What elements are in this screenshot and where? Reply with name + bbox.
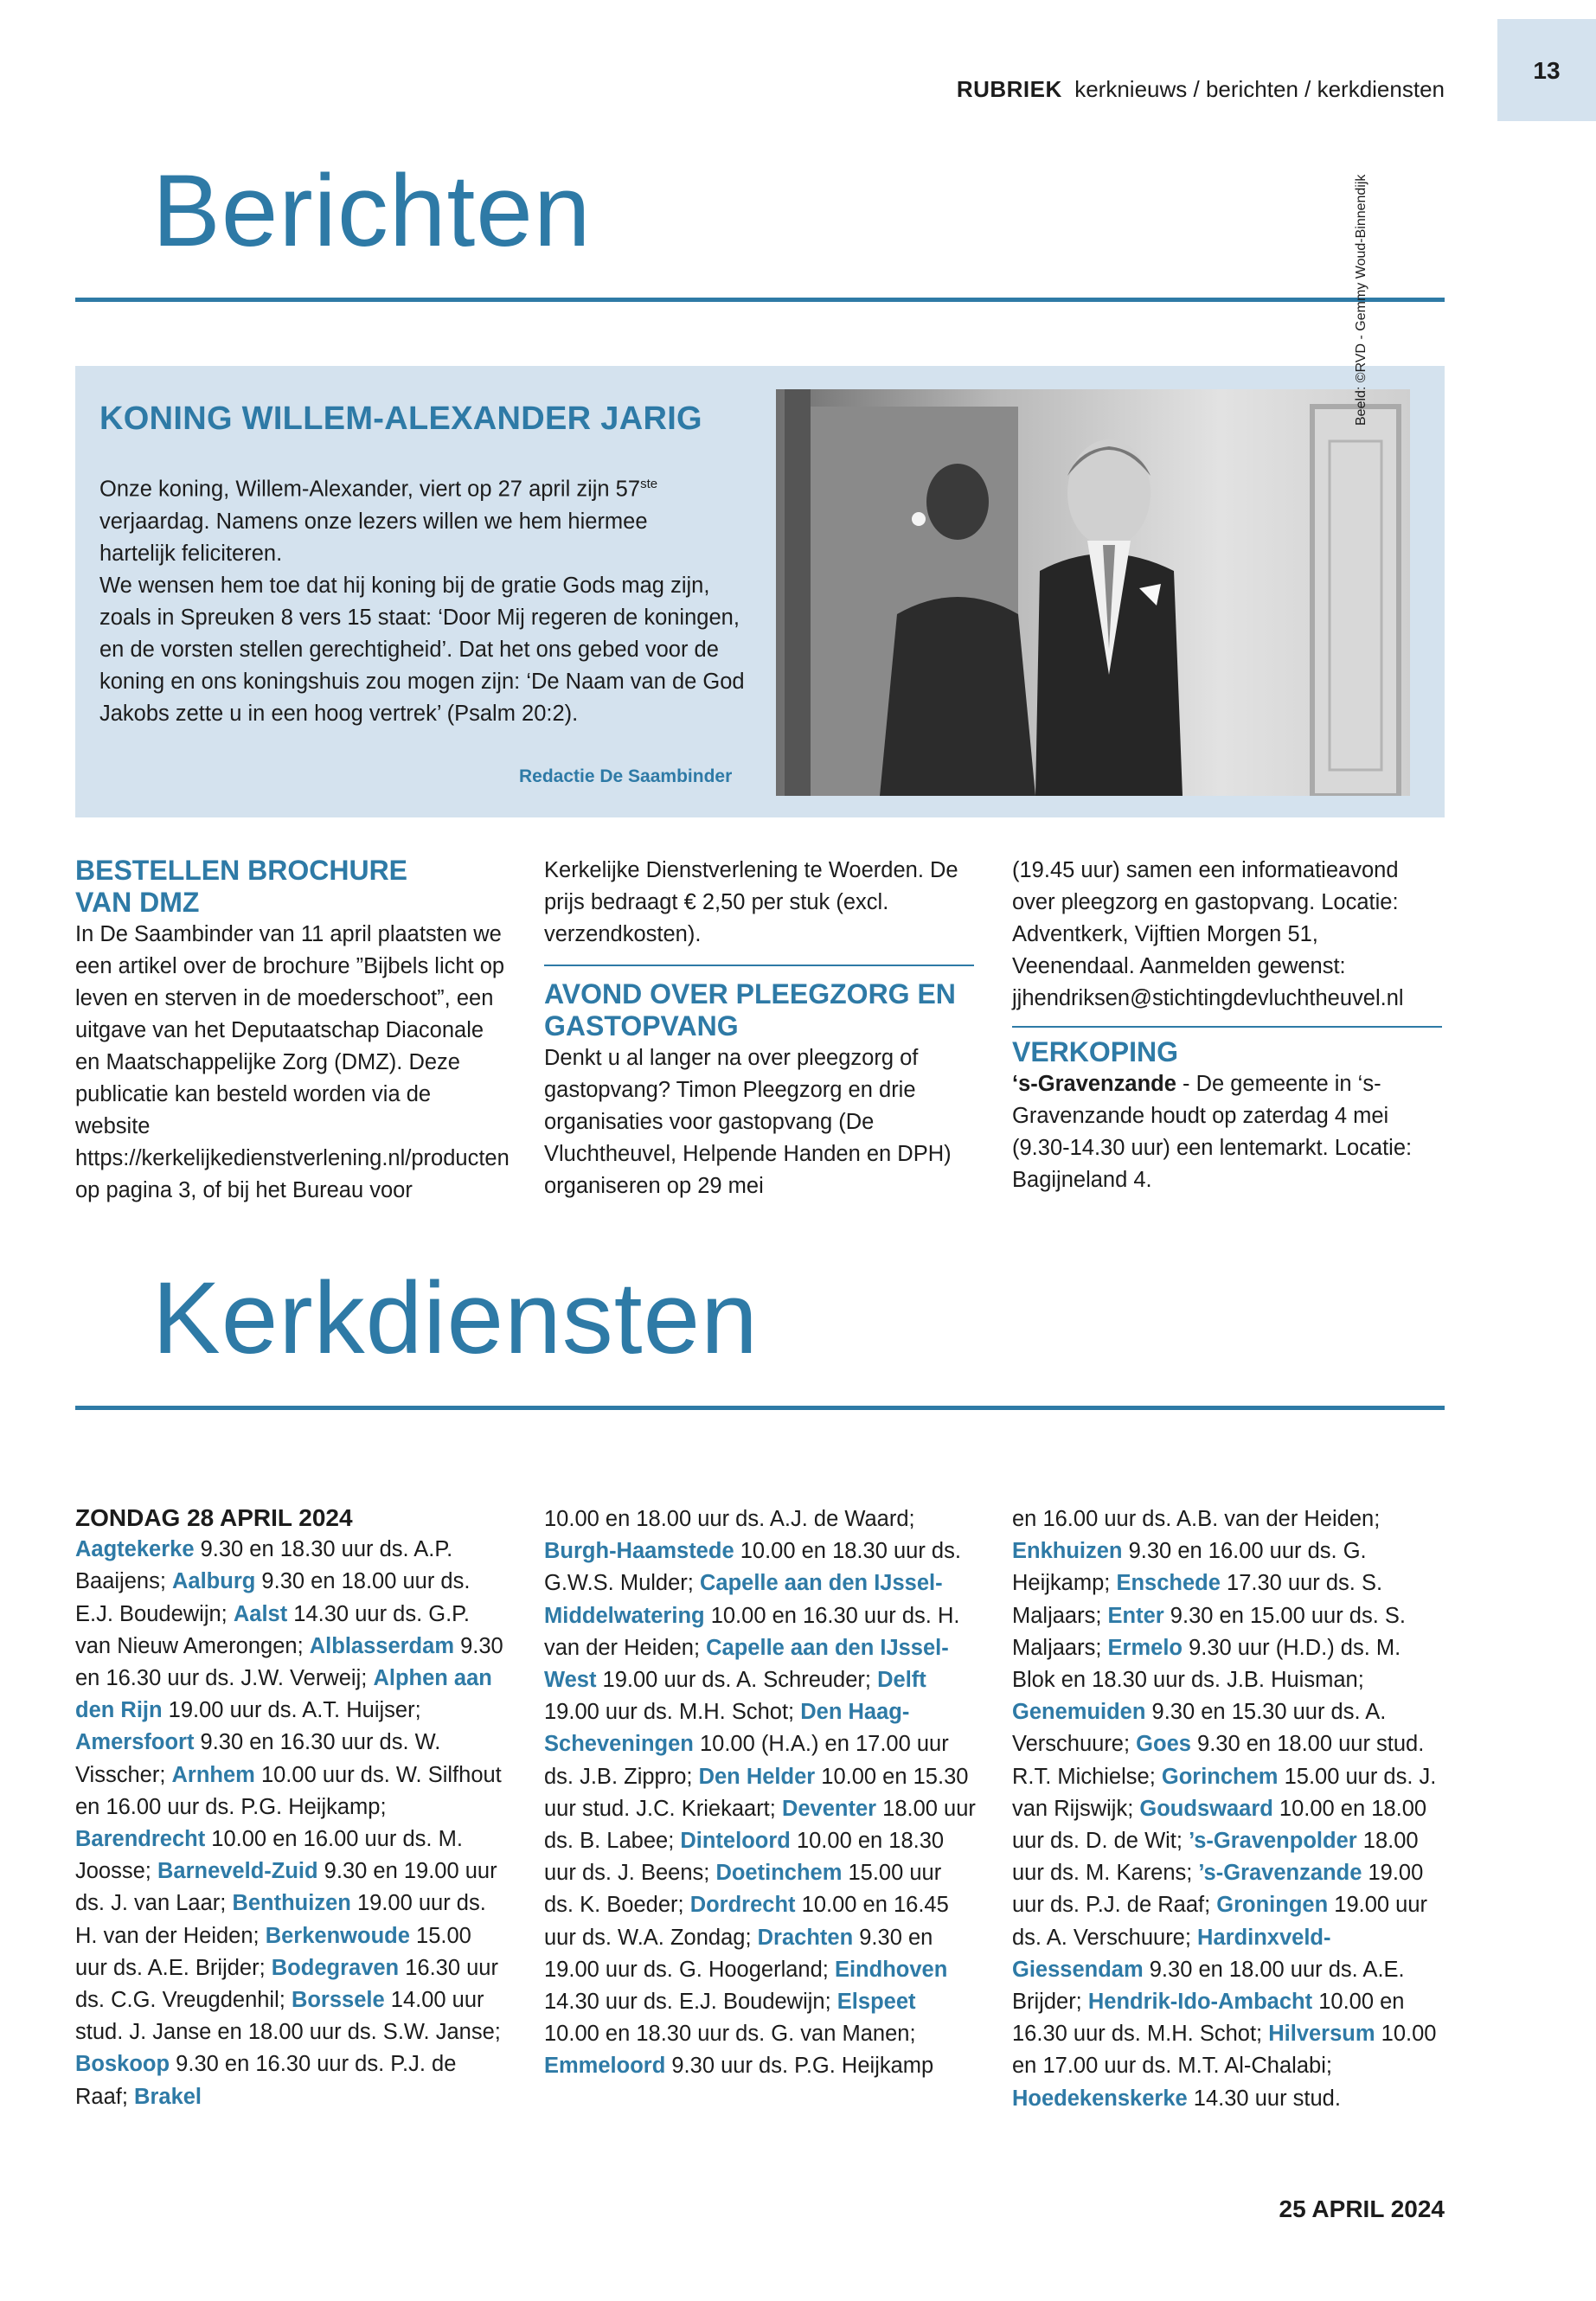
service-details: 10.00 en 16.00 uur ds. M. Joosse;: [75, 1827, 463, 1884]
church-place: Aalst: [233, 1601, 288, 1626]
service-details: 14.30 uur ds. E.J. Boudewijn;: [544, 1990, 837, 2015]
service-details: 19.00 uur ds. P.J. de Raaf;: [1012, 1861, 1424, 1918]
church-place: Emmeloord: [544, 2054, 666, 2079]
services-list-3: [1012, 1503, 1445, 2115]
service-details: 18.00 uur ds. M. Karens;: [1012, 1829, 1419, 1886]
services-list-2: [544, 1503, 977, 2083]
church-place: Capelle aan den IJssel-Middelwatering: [544, 1571, 943, 1628]
services-col2-lead: 10.00 en 18.00 uur ds. A.J. de Waard;: [544, 1507, 915, 1531]
church-place: Arnhem: [171, 1762, 255, 1787]
church-place: Alphen aan den Rijn: [75, 1666, 492, 1723]
church-place: Drachten: [757, 1925, 854, 1950]
services-col-2: [544, 1503, 977, 2083]
church-place: Brakel: [134, 2084, 202, 2109]
church-place: Aagtekerke: [75, 1537, 195, 1562]
article-divider: [1012, 1026, 1442, 1028]
article-col-2: [544, 855, 974, 1202]
service-details: 10.00 en 16.30 uur ds. H. van der Heiden;: [544, 1603, 960, 1660]
section-title-kerkdiensten: Kerkdiensten: [152, 1261, 759, 1375]
feature-title: KONING WILLEM-ALEXANDER JARIG: [99, 401, 702, 437]
pleegzorg-title: AVOND OVER PLEEGZORG EN GASTOPVANG: [544, 978, 956, 1042]
church-place: ’s-Gravenzande: [1198, 1861, 1362, 1886]
rubriek-path: kerknieuws / berichten / kerkdiensten: [1074, 76, 1445, 102]
footer-date: 25 APRIL 2024: [1279, 2195, 1445, 2222]
church-place: Barneveld-Zuid: [157, 1859, 318, 1884]
service-details: 10.00 en 15.30 uur stud. J.C. Kriekaart;: [544, 1764, 969, 1821]
service-details: 10.00 en 16.45 uur ds. W.A. Zondag;: [544, 1893, 949, 1950]
service-details: 10.00 (H.A.) en 17.00 uur ds. J.B. Zippro;: [544, 1732, 949, 1789]
service-details: 9.30 en 18.00 uur stud. R.T. Michielse;: [1012, 1732, 1425, 1789]
service-details: 9.30 en 18.00 uur ds. A.E. Brijder;: [1012, 1957, 1405, 2015]
church-place: Borssele: [291, 1988, 385, 2013]
rubriek-label: RUBRIEK: [956, 76, 1062, 102]
church-place: Benthuizen: [232, 1891, 351, 1916]
page-number-tab: [1497, 19, 1596, 121]
services-date: ZONDAG 28 APRIL 2024: [75, 1504, 353, 1531]
service-details: 9.30 en 19.00 uur ds. G. Hoogerland;: [544, 1925, 933, 1982]
article-col-1: [75, 855, 510, 1207]
service-details: 10.00 en 16.30 uur ds. M.H. Schot;: [1012, 1990, 1405, 2047]
king-photo-illustration: [776, 389, 1410, 796]
church-place: Burgh-Haamstede: [544, 1539, 734, 1564]
feature-line-1: Onze koning, Willem-Alexander, viert op 27 april zijn 57: [99, 477, 641, 502]
service-details: 19.00 uur ds. A.T. Huijser;: [162, 1698, 421, 1723]
church-place: Alblasserdam: [309, 1633, 454, 1658]
service-details: 14.30 uur ds. G.P. van Nieuw Amerongen;: [75, 1601, 470, 1658]
service-details: 15.00 uur ds. K. Boeder;: [544, 1861, 942, 1918]
service-details: 15.00 uur ds. A.E. Brijder;: [75, 1923, 471, 1980]
feature-signature: Redactie De Saambinder: [519, 766, 733, 786]
service-details: 10.00 en 18.00 uur ds. D. de Wit;: [1012, 1796, 1427, 1854]
church-place: Delft: [877, 1668, 926, 1693]
church-place: Groningen: [1216, 1893, 1329, 1918]
service-details: 19.00 uur ds. A. Verschuure;: [1012, 1893, 1428, 1950]
services-col3-lead: en 16.00 uur ds. A.B. van der Heiden;: [1012, 1507, 1381, 1531]
service-details: 15.00 uur ds. J. van Rijswijk;: [1012, 1764, 1437, 1821]
section-rule-kerkdiensten: [75, 1406, 1445, 1410]
church-place: Goes: [1136, 1732, 1191, 1757]
pleegzorg-text-cont: (19.45 uur) samen een informatieavond over pleegzorg en gastopvang. Locatie: Adventkerk, Vijftien Morgen 51, Veenendaal. Aanmelden gewenst: jjhendriksen@stichtingdevluchtheuvel.nl: [1012, 858, 1404, 1010]
service-details: 16.30 uur ds. C.G. Vreugdenhil;: [75, 1955, 498, 2013]
service-details: 9.30 en 16.30 uur ds. J.W. Verweij;: [75, 1633, 503, 1691]
church-place: Hoedekenskerke: [1012, 2086, 1188, 2111]
feature-text: [99, 468, 766, 730]
section-rule-berichten: [75, 298, 1445, 302]
church-place: Aalburg: [172, 1569, 256, 1594]
verkoping-place: ‘s-Gravenzande: [1012, 1072, 1176, 1096]
church-place: Gorinchem: [1161, 1764, 1279, 1789]
church-place: Deventer: [781, 1796, 877, 1821]
church-place: Elspeet: [836, 1990, 916, 2015]
service-details: 9.30 uur ds. P.G. Heijkamp: [665, 2054, 934, 2079]
church-place: Bodegraven: [271, 1955, 400, 1980]
feature-superscript: ste: [640, 477, 658, 491]
service-details: 9.30 uur (H.D.) ds. M. Blok en 18.30 uur ds. J.B. Huisman;: [1012, 1635, 1401, 1693]
service-details: 9.30 en 16.30 uur ds. P.J. de Raaf;: [75, 2052, 457, 2109]
church-place: Dinteloord: [680, 1829, 791, 1854]
service-details: 14.00 uur stud. J. Janse en 18.00 uur ds. S.W. Janse;: [75, 1988, 501, 2045]
service-details: 17.30 uur ds. S. Maljaars;: [1012, 1571, 1383, 1628]
rubriek-header: [957, 76, 1445, 103]
church-place: Genemuiden: [1012, 1700, 1146, 1725]
service-details: 9.30 en 18.00 uur ds. E.J. Boudewijn;: [75, 1569, 471, 1626]
church-place: Boskoop: [75, 2052, 170, 2077]
brochure-title: BESTELLEN BROCHURE VAN DMZ: [75, 855, 408, 918]
service-details: 10.00 en 18.30 uur ds. G.W.S. Mulder;: [544, 1539, 961, 1596]
section-title-berichten: Berichten: [152, 154, 592, 268]
article-col-3: [1012, 855, 1442, 1196]
service-details: 10.00 en 18.30 uur ds. G. van Manen;: [544, 2022, 916, 2047]
service-details: 9.30 en 19.00 uur ds. J. van Laar;: [75, 1859, 497, 1916]
service-details: 9.30 en 15.30 uur ds. A. Verschuure;: [1012, 1700, 1387, 1757]
service-details: 10.00 en 17.00 uur ds. M.T. Al-Chalabi;: [1012, 2022, 1437, 2079]
verkoping-text: - De gemeente in ‘s-Gravenzande houdt op zaterdag 4 mei (9.30-14.30 uur) een lentemarkt. Locatie: Bagijneland 4.: [1012, 1072, 1413, 1192]
church-place: Enter: [1107, 1603, 1164, 1628]
feature-box: [75, 366, 1445, 817]
church-place: Enkhuizen: [1012, 1539, 1123, 1564]
page-number: 13: [1533, 57, 1561, 84]
church-place: Den Haag-Scheveningen: [544, 1700, 910, 1757]
services-col-3: [1012, 1503, 1445, 2115]
church-place: Berkenwoude: [265, 1923, 410, 1948]
church-place: Eindhoven: [834, 1957, 948, 1982]
service-details: 9.30 en 15.00 uur ds. S. Maljaars;: [1012, 1603, 1406, 1660]
church-place: Ermelo: [1107, 1635, 1183, 1660]
king-photo: [776, 389, 1410, 796]
church-place: Amersfoort: [75, 1730, 195, 1755]
church-place: Hendrik-Ido-Ambacht: [1087, 1990, 1313, 2015]
service-details: 18.00 uur ds. B. Labee;: [544, 1796, 976, 1854]
church-place: Capelle aan den IJssel-West: [544, 1635, 949, 1693]
service-details: 14.30 uur stud.: [1187, 2086, 1341, 2111]
verkoping-title: VERKOPING: [1012, 1036, 1179, 1067]
brochure-text-cont: Kerkelijke Dienstverlening te Woerden. De prijs bedraagt € 2,50 per stuk (excl. verzendkosten).: [544, 858, 958, 946]
service-details: 19.00 uur ds. A. Schreuder;: [596, 1668, 878, 1693]
feature-line-3: hartelijk feliciteren.: [99, 541, 283, 566]
service-details: 10.00 uur ds. W. Silfhout en 16.00 uur ds. P.G. Heijkamp;: [75, 1762, 502, 1819]
services-col-1: [75, 1502, 508, 2113]
church-place: Hilversum: [1268, 2022, 1375, 2047]
church-place: Enschede: [1116, 1571, 1221, 1596]
church-place: Goudswaard: [1139, 1796, 1273, 1821]
service-details: 9.30 en 16.30 uur ds. W. Visscher;: [75, 1730, 441, 1787]
service-details: 10.00 en 18.30 uur ds. J. Beens;: [544, 1829, 945, 1886]
church-place: Den Helder: [698, 1764, 816, 1789]
church-place: Doetinchem: [715, 1861, 843, 1886]
feature-line-2: verjaardag. Namens onze lezers willen we hem hiermee: [99, 509, 648, 534]
service-details: 19.00 uur ds. M.H. Schot;: [544, 1700, 801, 1725]
pleegzorg-text: Denkt u al langer na over pleegzorg of gastopvang? Timon Pleegzorg en drie organisaties voor gastopvang (De Vluchtheuvel, Helpende Handen en DPH) organiseren op 29 mei: [544, 1046, 952, 1198]
church-place: ’s-Gravenpolder: [1189, 1829, 1357, 1854]
service-details: 9.30 en 18.30 uur ds. A.P. Baaijens;: [75, 1537, 453, 1594]
church-place: Barendrecht: [75, 1827, 206, 1852]
photo-credit: Beeld: ©RVD - Gemmy Woud-Binnendijk: [1354, 174, 1368, 426]
service-details: 9.30 en 16.00 uur ds. G. Heijkamp;: [1012, 1539, 1367, 1596]
brochure-text: In De Saambinder van 11 april plaatsten we een artikel over de brochure ”Bijbels licht op leven en sterven in de moederschoot”, een uitgave van het Deputaatschap Diaconale en Maatschappelijke Zorg (DMZ). Deze publicatie kan besteld worden via de website https://kerkelijkedienstverlening.nl/producten op pagina 3, of bij het Bureau voor: [75, 922, 510, 1202]
church-place: Dordrecht: [689, 1893, 796, 1918]
church-place: Hardinxveld-Giessendam: [1012, 1925, 1331, 1982]
services-list-1: [75, 1534, 508, 2113]
service-details: 19.00 uur ds. H. van der Heiden;: [75, 1891, 486, 1948]
article-divider: [544, 965, 974, 966]
feature-paragraph-2: We wensen hem toe dat hij koning bij de gratie Gods mag zijn, zoals in Spreuken 8 vers 15 staat: ‘Door Mij regeren de koningen, en de vorsten stellen gerechtigheid’. Dat het ons gebed voor de koning en ons koningshuis zou mogen zijn: ‘De Naam van de God Jakobs zette u in een hoog vertrek’ (Psalm 20:2).: [99, 573, 745, 726]
